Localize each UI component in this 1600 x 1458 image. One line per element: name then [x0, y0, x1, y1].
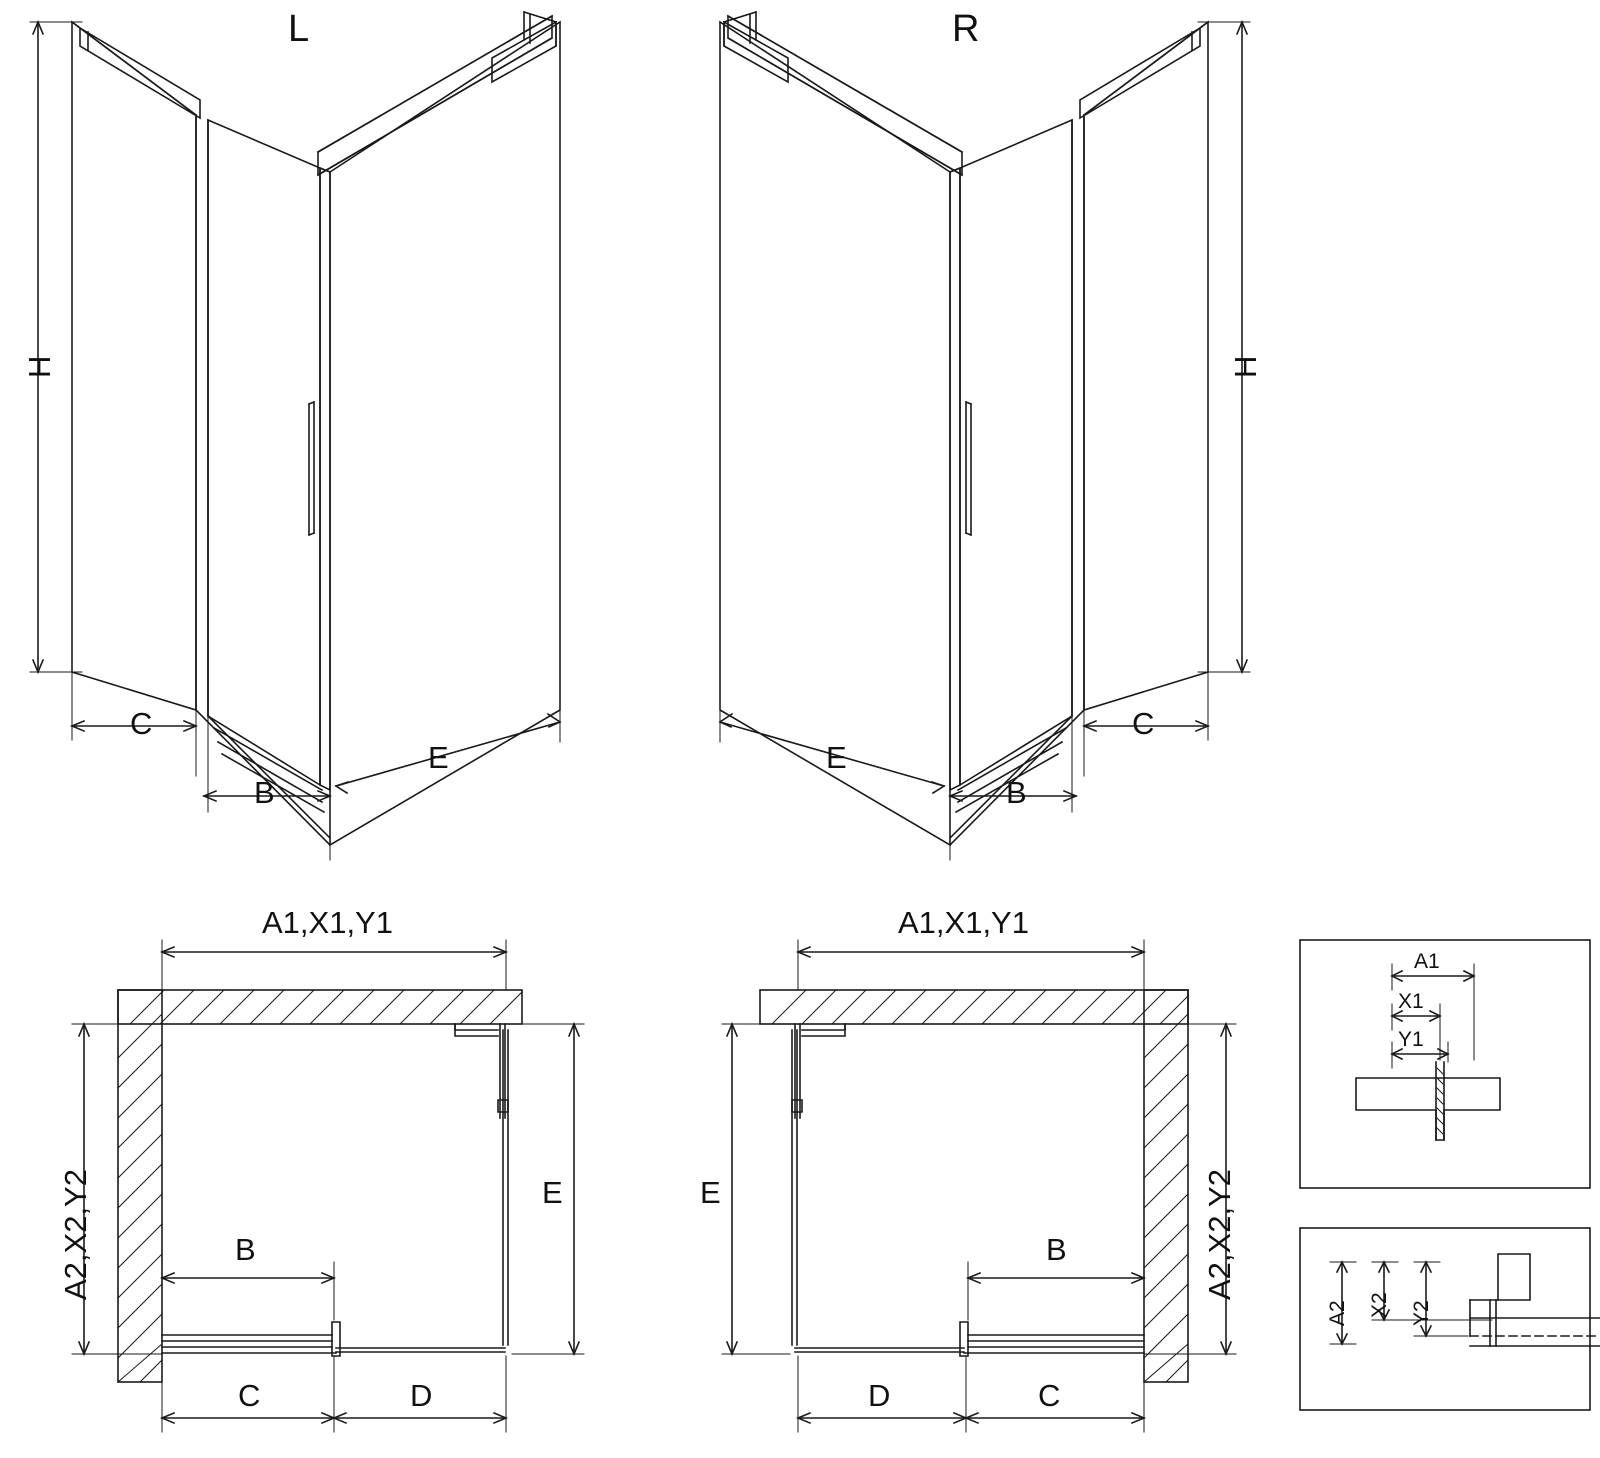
plan-right-d-label: D: [868, 1378, 891, 1413]
detail-top-a1-label: A1: [1414, 950, 1440, 973]
iso-right-c-label: C: [1132, 706, 1155, 741]
iso-left-view: [30, 12, 560, 860]
plan-left-top-dim-label: A1,X1,Y1: [262, 905, 393, 940]
iso-right-e-label: E: [826, 740, 847, 775]
iso-left-e-label: E: [428, 740, 449, 775]
plan-left-e-label: E: [542, 1175, 563, 1210]
iso-left-height-label: H: [22, 355, 57, 378]
plan-left-d-label: D: [410, 1378, 433, 1413]
iso-right-height-label: H: [1228, 355, 1263, 378]
plan-left-side-dim-label: A2,X2,Y2: [58, 1169, 93, 1300]
plan-left-view: [72, 940, 584, 1432]
plan-right-c-label: C: [1038, 1378, 1061, 1413]
iso-left-title: L: [288, 8, 310, 50]
plan-right-top-dim-label: A1,X1,Y1: [898, 905, 1029, 940]
detail-top-view: [1300, 940, 1590, 1188]
iso-right-title: R: [952, 8, 980, 50]
iso-right-view: [720, 12, 1250, 860]
detail-bottom-a2-label: A2: [1326, 1300, 1349, 1326]
iso-right-b-label: B: [1006, 775, 1027, 810]
plan-left-b-label: B: [235, 1232, 256, 1267]
plan-left-c-label: C: [238, 1378, 261, 1413]
detail-top-y1-label: Y1: [1398, 1028, 1424, 1051]
detail-top-x1-label: X1: [1398, 990, 1424, 1013]
detail-bottom-x2-label: X2: [1368, 1292, 1391, 1318]
plan-right-b-label: B: [1046, 1232, 1067, 1267]
plan-right-e-label: E: [700, 1175, 721, 1210]
plan-right-side-dim-label: A2,X2,Y2: [1202, 1169, 1237, 1300]
iso-left-c-label: C: [130, 706, 153, 741]
plan-right-view: [722, 940, 1236, 1432]
detail-bottom-y2-label: Y2: [1410, 1300, 1433, 1326]
iso-left-b-label: B: [254, 775, 275, 810]
